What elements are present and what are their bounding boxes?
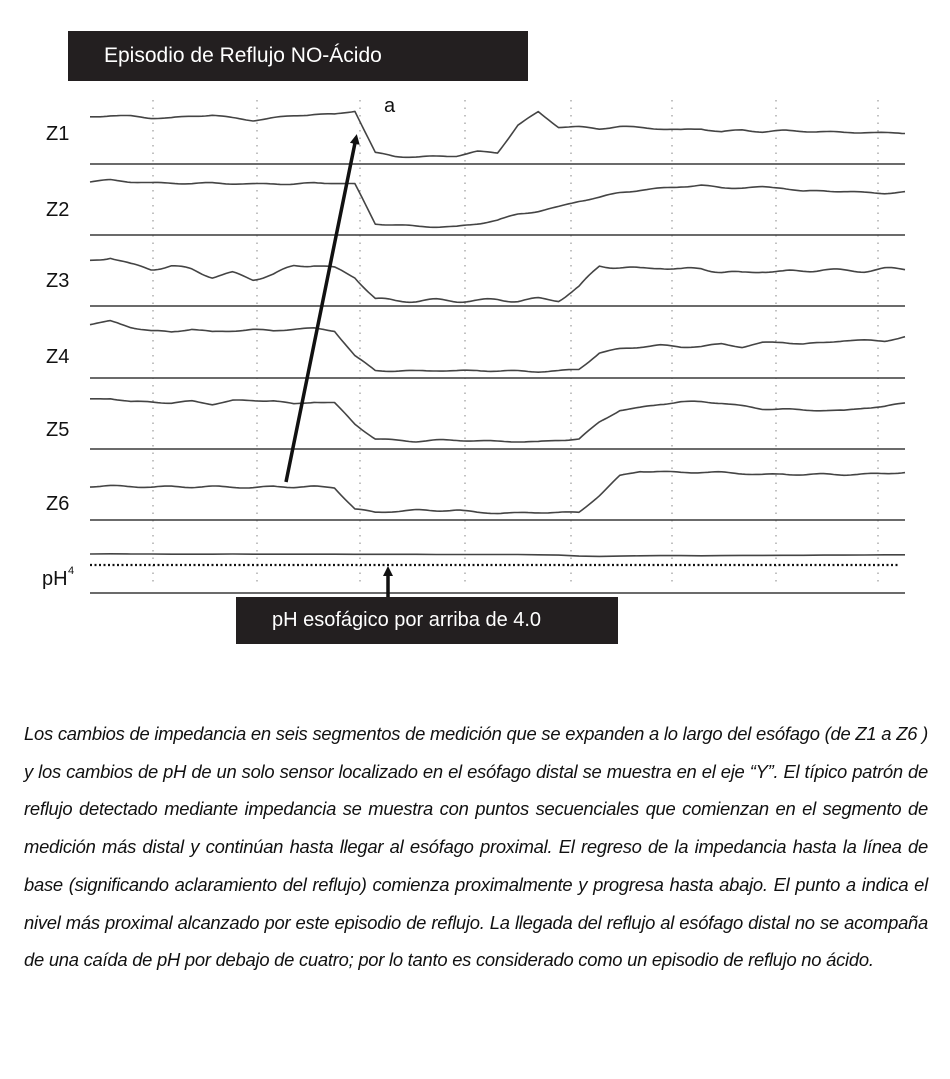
impedance-ph-chart [0,80,950,600]
trace-z2 [90,180,905,228]
chart-title-box [68,31,528,81]
trace-z5 [90,399,905,442]
channel-label-z2: Z2 [46,199,70,221]
trace-z1 [90,111,905,157]
reflux-progression-arrow [286,138,356,482]
ph-label-superscript: 4 [68,565,75,577]
figure-caption [24,715,928,979]
annotation-point-a: a [384,95,396,117]
ph-label: pH [42,568,68,590]
trace-ph [90,554,905,557]
ph-note-box [236,597,618,644]
channel-label-z3: Z3 [46,270,70,292]
ph-note-text: pH esofágico por arriba de 4.0 [272,609,542,631]
traces [90,111,905,565]
channel-label-z6: Z6 [46,493,70,515]
trace-z6 [90,471,905,513]
channel-label-z1: Z1 [46,123,70,145]
gridlines [90,100,905,593]
annotations [286,95,396,597]
trace-z4 [90,321,905,373]
caption-text: Los cambios de impedancia en seis segmentos de medición que se expanden a lo largo del esófago (de Z1 a Z6 ) y los cambios de pH de un solo sensor localizado en el esófago distal se muestra en el eje “Y”. El típico patrón de reflujo detectado mediante impedancia se muestra con puntos secuenciales que comienzan en el segmento de medición más distal y continúan hasta llegar al esófago proximal. El regreso de la impedancia hasta la línea de base (significando aclaramiento del reflujo) comienza proximalmente y progresa hasta abajo. El punto a indica el nivel más proximal alcanzado por este episodio de reflujo. La llegada del reflujo al esófago distal no se acompaña de una caída de pH por debajo de cuatro; por lo tanto es considerado como un episodio de reflujo no ácido. [24,723,928,971]
channel-labels [42,123,74,590]
channel-label-z4: Z4 [46,346,70,368]
channel-label-z5: Z5 [46,419,70,441]
trace-z3 [90,258,905,302]
chart-title: Episodio de Reflujo NO-Ácido [104,44,382,67]
